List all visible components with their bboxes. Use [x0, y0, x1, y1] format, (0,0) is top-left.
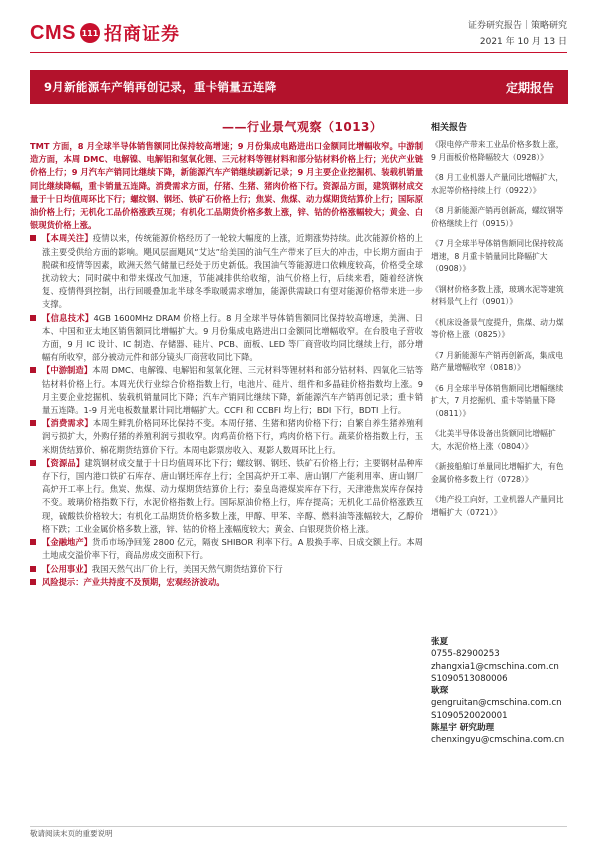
author-phone: 0755-82900253 [431, 649, 500, 660]
item-text: 货币市场净回笼 2800 亿元，隔夜 SHIBOR 利率下行。A 股换手率、日成交额上行。本周土地成交溢价率下行，商品房成交面积下行。 [42, 537, 423, 561]
logo-cms-text: CMS [30, 21, 76, 44]
item-text: 疫情以来，传统能源价格经历了一轮较大幅度的上涨，近期涨势持续。此次能源价格的上涨主要受供给方面的影响。飓风层面飓风“艾达”给美国的油气生产带来了巨大的冲击，中长期方面由于脱碳和疫情等因素，欧洲天然气储量已经处于历史新低。我国油气等能源进口依赖度较高，价格受全球扰动较大；同时碳中和带来煤改气加速，节能减排供给收缩，油气价格上行，后续来看，随着经济恢复、疫情得到控制，出行回暖叠加北半球冬季取暖需求增加，能源供需缺口有望对能源价格带来进一步支撑。 [42, 233, 423, 310]
related-report-link[interactable]: 《限电停产带来工业品价格多数上涨，9 月面板价格降幅较大（0928）》 [431, 140, 564, 162]
content-item [30, 563, 423, 576]
report-title: 9月新能源车产销再创记录，重卡销量五连降 [44, 80, 277, 94]
report-subtitle: ——行业景气观察（1013） [222, 120, 383, 134]
content-item [30, 417, 423, 457]
bullet-icon [30, 367, 36, 373]
logo-badge-icon: 111 [80, 23, 100, 43]
related-report-link[interactable]: 《7 月全球半导体销售额同比保持较高增速，8 月重卡销量同比降幅扩大（0908）》 [431, 239, 564, 273]
intro-paragraph: TMT 方面，8 月全球半导体销售额同比保持较高增速；9 月份集成电路进出口金额同比增幅收窄。中游制造方面，本周 DMC、电解镍、电解铝和氢氧化锂、三元材料等锂材料和部分钴材料价格上行；光伏产业链价格上行；9 月汽车产销同比继续下降，新能源汽车产销继续刷新记录；9 月主要企业挖掘机、装载机销量同比继续降幅，重卡销量五连降。消费需求方面，仔猪、生猪、猪肉价格下行。资源品方面，建筑钢材成交量于十日均值周环比下行；螺纹钢、钢坯、铁矿石价格上行；焦炭、焦煤、动力煤期货结算价上行；国际原油价格上行；无机化工品价格涨跌互现；有机化工品期货价格多数上涨，锌、钴的价格涨幅较大；黄金、白银现货价格上涨。 [30, 141, 423, 231]
related-reports-heading: 相关报告 [431, 123, 468, 133]
content-item [30, 536, 423, 562]
risk-warning [30, 576, 423, 589]
related-report-link[interactable]: 《钢材价格多数上涨，玻璃水泥等建筑材料景气上行（0901）》 [431, 284, 564, 306]
author-id: S1090513080006 [431, 673, 508, 684]
author-email[interactable]: chenxingyu@cmschina.com.cn [431, 735, 565, 746]
author-email[interactable]: zhangxia1@cmschina.com.cn [431, 661, 559, 672]
item-text: 本周 DMC、电解镍、电解铝和氢氧化锂、三元材料等锂材料和部分钴材料、四氧化三钴等钴材料价格上行。本周光伏行业综合价格指数上行，电池片、硅片、组件和多晶硅价格指数均上涨。9 月主要企业挖掘机、装载机销量同比下降；汽车产销同比继续下降，新能源汽车产销再创记录；重卡销量五连降。1-9 月光电板数量累计同比增幅扩大。CCFI 和 CCBFI 均上行；BDI 下行，BDTI 上行。 [42, 365, 423, 416]
author-name: 耿琛 [431, 686, 449, 697]
sidebar [431, 120, 568, 527]
bullet-icon [30, 460, 36, 466]
bullet-icon [30, 566, 36, 572]
item-tag: 【消费需求】 [42, 418, 93, 429]
author-name: 张夏 [431, 637, 449, 647]
footer-note: 敬请阅读末页的重要说明 [30, 829, 113, 838]
author-email[interactable]: gengruitan@cmschina.com.cn [431, 698, 562, 709]
title-banner [30, 70, 568, 104]
related-report-link[interactable]: 《北美半导体设备出货额同比增幅扩大，水泥价格上涨（0804）》 [431, 429, 556, 451]
bullet-icon [30, 235, 36, 241]
report-date: 2021 年 10 月 13 日 [479, 37, 567, 47]
page-header [0, 0, 595, 60]
related-report-link[interactable]: 《7 月新能源车产销再创新高，集成电路产量增幅收窄（0818）》 [431, 350, 564, 372]
content-item [30, 457, 423, 536]
related-report-link[interactable]: 《地产投工向好，工业机器人产量同比增幅扩大（0721）》 [431, 495, 564, 517]
main-content [30, 140, 423, 589]
bullet-icon [30, 539, 36, 545]
content-item [30, 312, 423, 365]
item-text: 本周生鲜乳价格同环比保持不变。本周仔猪、生猪和猪肉价格下行；自繁自养生猪养殖利润亏损扩大，外购仔猪的养殖利润亏损收窄。肉鸡苗价格下行，鸡肉价格下行。蔬菜价格指数上行，玉米期货结算价、棉花期货结算价下行。本周电影票房收入、观影人数周环比上行。 [42, 418, 423, 455]
report-tag: 定期报告 [505, 80, 554, 95]
related-reports-list [431, 139, 568, 519]
content-item [30, 232, 423, 311]
report-type: 证券研究报告｜策略研究 [467, 21, 567, 31]
item-tag: 【本周关注】 [42, 233, 93, 244]
item-tag: 【资源品】 [42, 457, 85, 468]
author-id: S1090520020001 [431, 710, 508, 721]
related-report-link[interactable]: 《机床设备景气度提升，焦煤、动力煤等价格上涨（0825）》 [431, 317, 564, 339]
bullet-icon [30, 315, 36, 321]
related-report-link[interactable]: 《新接船舶订单量同比增幅扩大，有色金属价格多数上行（0728）》 [431, 462, 564, 484]
related-report-link[interactable]: 《8 月新能源产销再创新高，螺纹钢等价格继续上行（0915）》 [431, 206, 564, 228]
related-report-link[interactable]: 《8 月工业机器人产量同比增幅扩大，水泥等价格持续上行（0922）》 [431, 173, 564, 195]
risk-text: 风险提示：产业共持度不及预期，宏观经济波动。 [42, 576, 225, 587]
related-report-link[interactable]: 《6 月全球半导体销售额同比增幅继续扩大，7 月挖掘机、重卡等销量下降（0811）》 [431, 383, 564, 418]
author-info [431, 636, 568, 747]
item-text: 建筑钢材成交量于十日均值周环比下行；螺纹钢、钢坯、铁矿石价格上行；主要钢材品种库存下行，国内港口铁矿石库存、唐山钢坯库存上行；全国高炉开工率、唐山钢厂产能利用率、唐山钢厂高炉开工率上行。焦炭、焦煤、动力煤期货结算价上行；秦皇岛港煤炭库存下行，天津港焦炭库存保持不变。玻璃价格指数下行，水泥价格指数上行。国际原油价格上行，库存提高；无机化工品价格涨跌互现，硫酸铁价格较大；有机化工品期货价格多数上涨，甲醇、甲苯、辛醇、燃料油等涨幅较大，乙醇价格下跌；工业金属价格多数上涨，锌、钴的价格上涨幅度较大；黄金、白银现货价格上涨。 [42, 457, 423, 534]
item-tag: 【金融地产】 [42, 537, 93, 548]
footer-divider [30, 826, 567, 827]
author-name: 陈星宇 研究助理 [431, 723, 495, 734]
logo [30, 20, 180, 46]
logo-cn-text: 招商证券 [103, 24, 180, 45]
item-list [30, 232, 423, 575]
bullet-icon [30, 420, 36, 426]
item-tag: 【中游制造】 [42, 365, 93, 376]
item-tag: 【信息技术】 [42, 312, 94, 323]
item-tag: 【公用事业】 [42, 563, 92, 574]
header-divider [30, 52, 567, 53]
bullet-icon [30, 579, 36, 585]
content-item [30, 364, 423, 417]
item-text: 我国天然气出厂价上行，美国天然气期货结算价下行 [91, 563, 283, 574]
item-text: 4GB 1600MHz DRAM 价格上行。8 月全球半导体销售额同比保持较高增速，美洲、日本、中国和亚太地区销售额同比增幅扩大。9 月份集成电路进出口金额同比增幅收窄。在台股电子营收方面，9 月 IC 设计、IC 制造、存储器、硅片、PCB、面板、LED 等厂商营收均同比继续上行，部分增幅有所收窄，部分被动元件和部分镜头厂商营收同比下降。 [42, 312, 423, 363]
header-meta [468, 18, 567, 50]
